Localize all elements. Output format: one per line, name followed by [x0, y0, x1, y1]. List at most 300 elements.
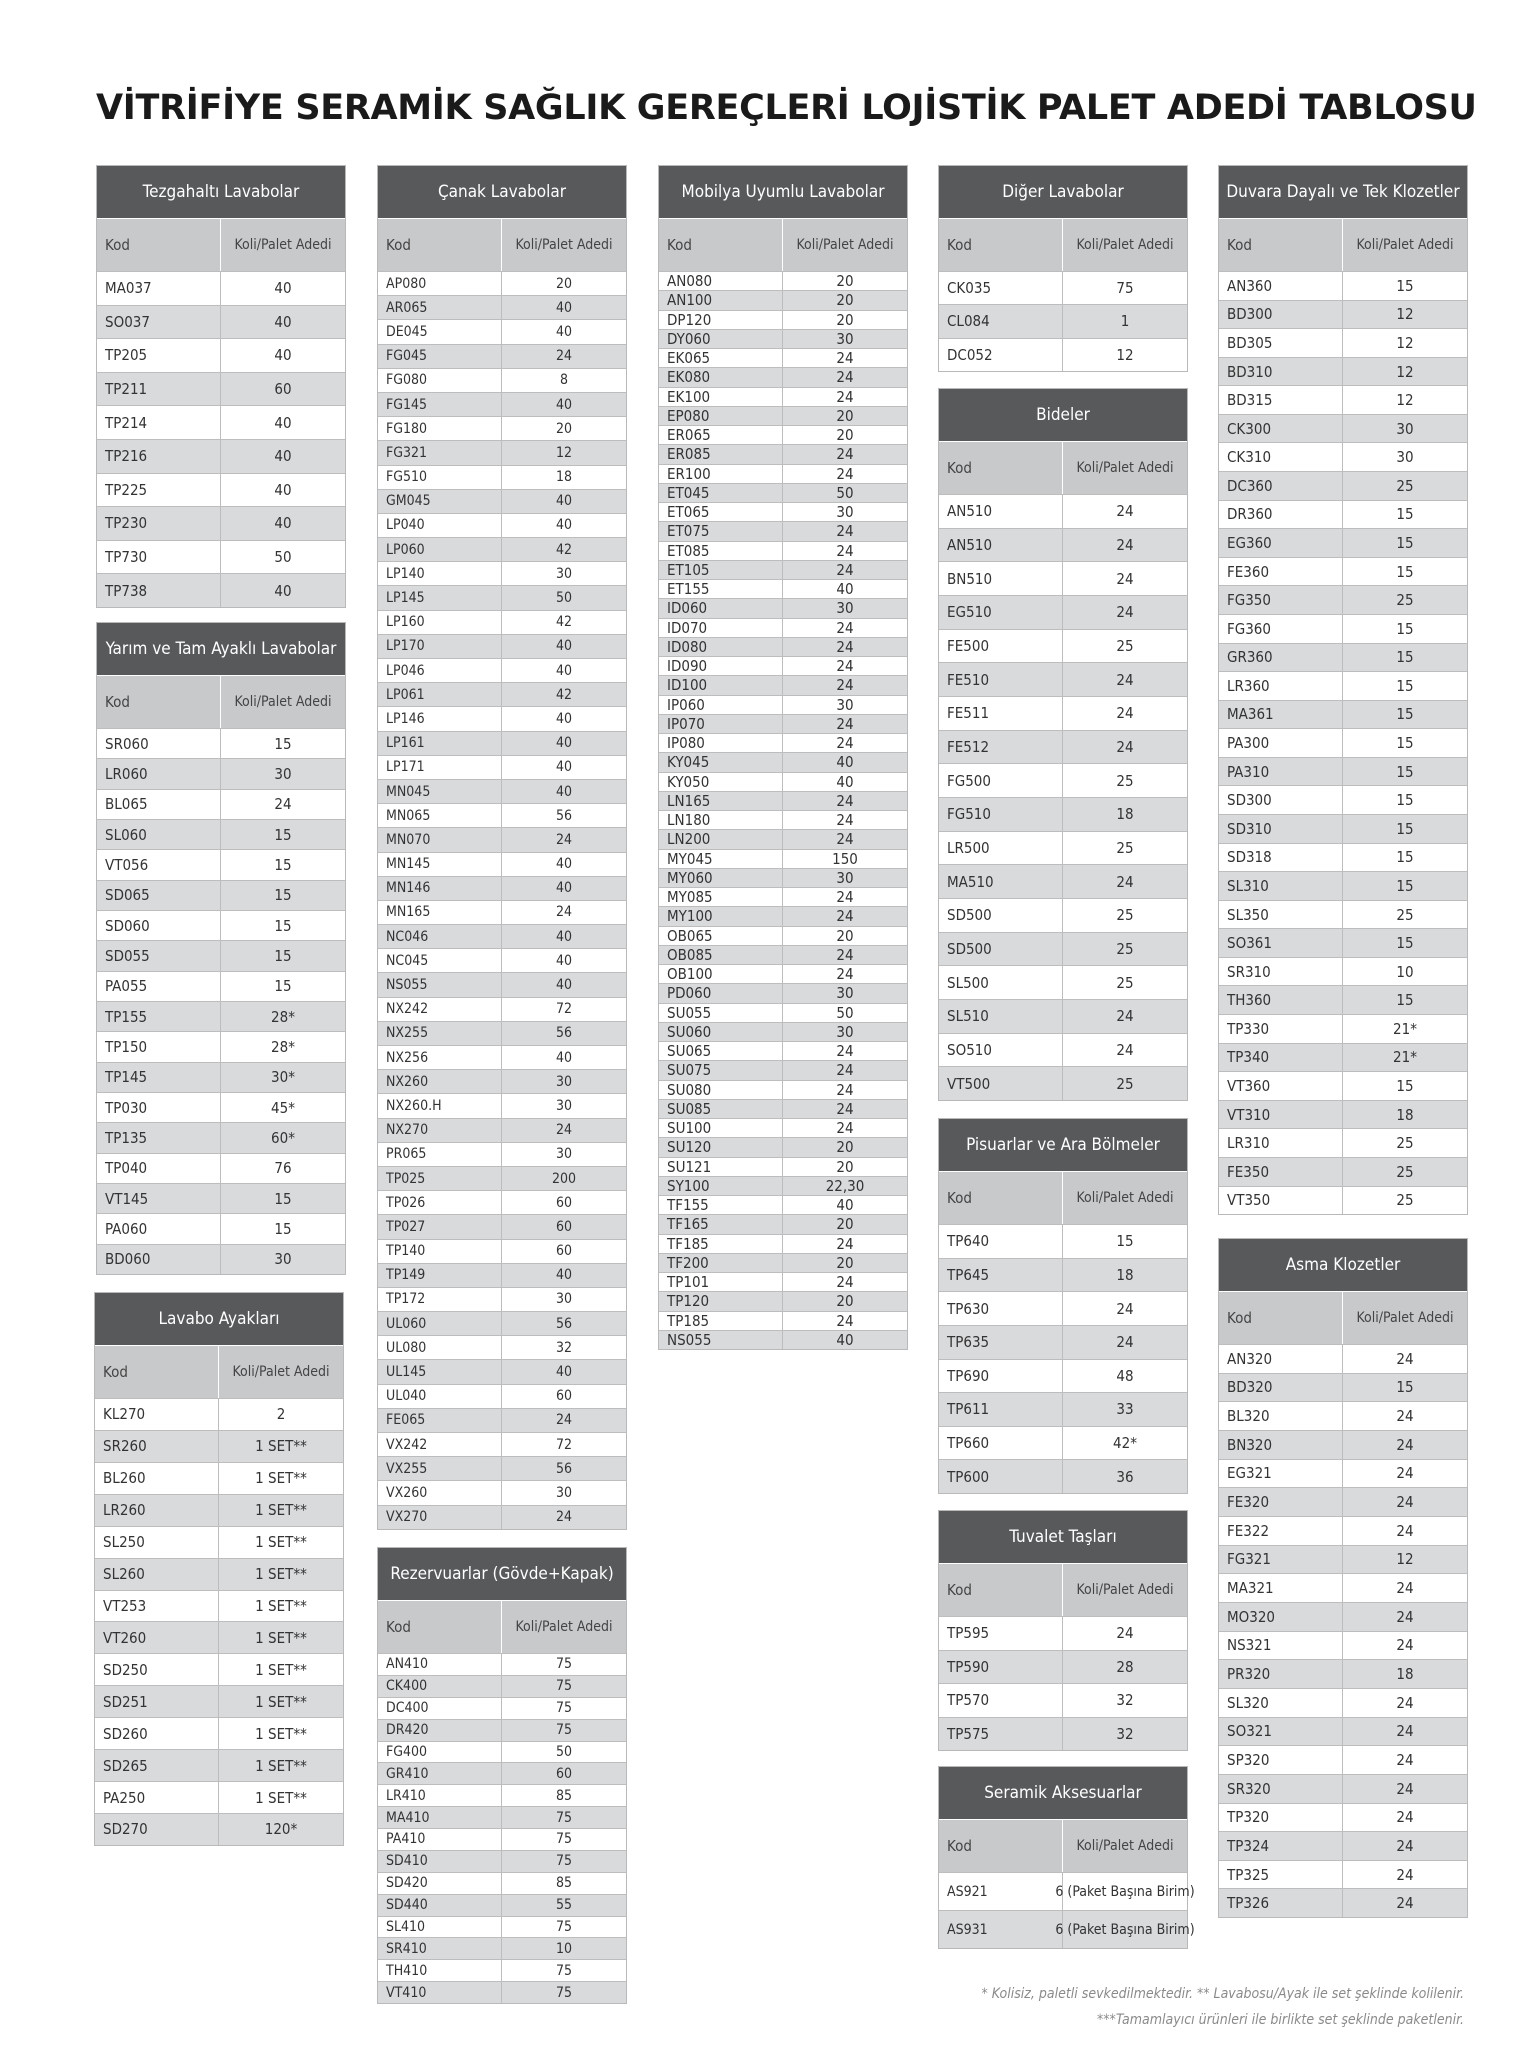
table-row — [378, 1093, 626, 1117]
pallet-quantity: 24 — [1396, 1579, 1414, 1598]
pallet-quantity: 24 — [1396, 1894, 1414, 1913]
pallet-quantity: 21* — [1393, 1019, 1417, 1038]
table-row — [97, 789, 345, 819]
table-row — [659, 1099, 907, 1118]
pallet-quantity: 60 — [555, 1218, 573, 1235]
product-code: FE360 — [1219, 558, 1343, 586]
pallet-quantity: 24 — [1116, 704, 1134, 723]
pallet-quantity: 18 — [1396, 1105, 1414, 1124]
table-row — [1219, 442, 1467, 471]
table-title: Diğer Lavabolar — [939, 166, 1187, 218]
product-code: MN145 — [378, 853, 502, 876]
product-code: LP046 — [378, 659, 502, 682]
table-body — [97, 728, 345, 1274]
product-code: TP340 — [1219, 1044, 1343, 1072]
product-code: TP590 — [939, 1651, 1063, 1684]
product-code: LN180 — [659, 811, 783, 829]
table-row — [378, 271, 626, 295]
product-code: SD440 — [378, 1895, 502, 1916]
pallet-quantity: 20 — [836, 1215, 854, 1234]
product-code: UL060 — [378, 1312, 502, 1335]
table-row — [659, 271, 907, 290]
pallet-quantity: 25 — [1116, 1074, 1134, 1093]
pallet-quantity: 56 — [555, 1460, 573, 1477]
pallet-quantity: 25 — [1396, 1191, 1414, 1210]
pallet-quantity: 30 — [836, 695, 854, 714]
column-header-kod: Kod — [95, 1346, 219, 1398]
product-code: VX260 — [378, 1481, 502, 1504]
pallet-quantity: 21* — [1393, 1048, 1417, 1067]
table-row — [939, 696, 1187, 730]
pallet-quantity: 24 — [1396, 1521, 1414, 1540]
pallet-quantity: 40 — [274, 413, 292, 432]
table-row — [378, 1505, 626, 1529]
product-code: SO037 — [97, 306, 221, 339]
table-row — [1219, 1659, 1467, 1688]
table-row — [659, 656, 907, 675]
table-row — [659, 387, 907, 406]
product-code: NX255 — [378, 1022, 502, 1045]
table-row — [97, 1183, 345, 1213]
product-code: FG510 — [939, 798, 1063, 831]
product-code: SU100 — [659, 1119, 783, 1137]
product-code: LP061 — [378, 683, 502, 706]
product-code: DE045 — [378, 320, 502, 343]
product-code: LP170 — [378, 635, 502, 658]
pallet-quantity: 60 — [555, 1388, 573, 1405]
table-row — [378, 1697, 626, 1719]
pallet-quantity: 15 — [1396, 1076, 1414, 1095]
table-title: Bideler — [939, 389, 1187, 441]
pallet-quantity: 40 — [274, 581, 292, 600]
table-row — [95, 1558, 343, 1590]
table-row — [378, 1850, 626, 1872]
product-code: FE510 — [939, 663, 1063, 696]
product-code: CK310 — [1219, 443, 1343, 471]
pallet-quantity: 75 — [1116, 279, 1134, 298]
product-code: NS055 — [659, 1331, 783, 1349]
product-code: LP146 — [378, 707, 502, 730]
table-row — [378, 489, 626, 513]
pallet-quantity: 24 — [836, 907, 854, 926]
table-row — [97, 1122, 345, 1152]
product-code: TH410 — [378, 1960, 502, 1981]
pallet-quantity: 30 — [1396, 448, 1414, 467]
product-code: SD265 — [95, 1750, 219, 1781]
pallet-quantity: 72 — [555, 1001, 573, 1018]
table-row — [659, 772, 907, 791]
pallet-quantity: 15 — [274, 916, 292, 935]
product-code: SD270 — [95, 1814, 219, 1845]
pallet-quantity: 20 — [836, 1292, 854, 1311]
product-code: ER085 — [659, 445, 783, 463]
table-row — [939, 1426, 1187, 1460]
product-code: OB065 — [659, 927, 783, 945]
table-row — [1219, 985, 1467, 1014]
pallet-quantity: 15 — [1396, 819, 1414, 838]
product-code: VT056 — [97, 850, 221, 879]
pallet-quantity: 40 — [555, 928, 573, 945]
table-row — [378, 368, 626, 392]
product-code: FE512 — [939, 731, 1063, 764]
pallet-quantity: 24 — [836, 1061, 854, 1080]
product-code: BL320 — [1219, 1402, 1343, 1430]
product-code: EP080 — [659, 407, 783, 425]
product-code: BN510 — [939, 562, 1063, 595]
table-row — [939, 304, 1187, 337]
pallet-quantity: 15 — [1396, 762, 1414, 781]
table-row — [378, 1675, 626, 1697]
pallet-quantity: 18 — [1396, 1665, 1414, 1684]
product-code: TP595 — [939, 1617, 1063, 1650]
pallet-quantity: 15 — [274, 1219, 292, 1238]
table-row — [378, 876, 626, 900]
product-code: MA510 — [939, 865, 1063, 898]
pallet-quantity: 24 — [1396, 1435, 1414, 1454]
table-row — [1219, 1459, 1467, 1488]
table-row — [659, 887, 907, 906]
table-row — [939, 494, 1187, 528]
pallet-quantity: 75 — [555, 1678, 573, 1695]
product-code: SO321 — [1219, 1718, 1343, 1746]
column-header-kod: Kod — [97, 219, 221, 271]
table-row — [939, 864, 1187, 898]
pallet-quantity: 15 — [1396, 562, 1414, 581]
pallet-quantity: 32 — [555, 1339, 573, 1356]
pallet-quantity: 30 — [836, 868, 854, 887]
table-row — [1219, 700, 1467, 729]
pallet-quantity: 40 — [555, 396, 573, 413]
pallet-quantity: 15 — [274, 1189, 292, 1208]
product-code: TP230 — [97, 507, 221, 540]
pallet-quantity: 45* — [271, 1098, 295, 1117]
product-code: SL060 — [97, 820, 221, 849]
pallet-quantity: 24 — [836, 1119, 854, 1138]
pallet-quantity: 15 — [1396, 619, 1414, 638]
product-code: DR360 — [1219, 501, 1343, 529]
product-code: SY100 — [659, 1177, 783, 1195]
table-row — [939, 1224, 1187, 1258]
table-row — [378, 1916, 626, 1938]
table-diger — [938, 165, 1188, 372]
product-code: FE322 — [1219, 1517, 1343, 1545]
product-code: SL250 — [95, 1527, 219, 1558]
pallet-quantity: 24 — [836, 541, 854, 560]
pallet-quantity: 50 — [836, 483, 854, 502]
table-duvara-dayali — [1218, 165, 1468, 1215]
table-row — [659, 733, 907, 752]
pallet-quantity: 24 — [1116, 738, 1134, 757]
pallet-quantity: 28* — [271, 1007, 295, 1026]
table-row — [939, 629, 1187, 663]
product-code: AN410 — [378, 1654, 502, 1675]
table-row — [939, 831, 1187, 865]
pallet-quantity: 24 — [1396, 1808, 1414, 1827]
footnote-2: ***Tamamlayıcı ürünleri ile birlikte set şeklinde paketlenir. — [1096, 2012, 1464, 2028]
table-row — [939, 932, 1187, 966]
pallet-quantity: 30 — [1396, 419, 1414, 438]
product-code: KL270 — [95, 1399, 219, 1430]
column-header-adet: Koli/Palet Adedi — [796, 236, 894, 253]
pallet-quantity: 18 — [555, 469, 573, 486]
table-row — [97, 338, 345, 372]
product-code: NS055 — [378, 973, 502, 996]
product-code: SD065 — [97, 881, 221, 910]
pallet-quantity: 56 — [555, 1315, 573, 1332]
table-row — [659, 444, 907, 463]
pallet-quantity: 24 — [1396, 1751, 1414, 1770]
column-header-kod: Kod — [939, 1564, 1063, 1616]
product-code: TP214 — [97, 406, 221, 439]
product-code: ID060 — [659, 599, 783, 617]
product-code: EK100 — [659, 388, 783, 406]
table-row — [659, 906, 907, 925]
table-row — [1219, 1573, 1467, 1602]
table-row — [378, 1762, 626, 1784]
pallet-quantity: 40 — [836, 1330, 854, 1349]
table-row — [1219, 1401, 1467, 1430]
table-row — [378, 1021, 626, 1045]
table-row — [378, 1806, 626, 1828]
table-row — [97, 1001, 345, 1031]
column-header-adet: Koli/Palet Adedi — [232, 1363, 330, 1380]
table-row — [97, 473, 345, 507]
table-row — [659, 791, 907, 810]
table-row — [659, 483, 907, 502]
pallet-quantity: 24 — [1116, 1624, 1134, 1643]
product-code: TF185 — [659, 1235, 783, 1253]
pallet-quantity: 15 — [1396, 791, 1414, 810]
pallet-quantity: 24 — [1116, 1299, 1134, 1318]
table-row — [659, 618, 907, 637]
pallet-quantity: 24 — [274, 795, 292, 814]
table-row — [939, 1650, 1187, 1684]
table-row — [378, 1384, 626, 1408]
product-code: IP060 — [659, 696, 783, 714]
table-row — [95, 1494, 343, 1526]
pallet-quantity: 24 — [836, 522, 854, 541]
product-code: FE511 — [939, 697, 1063, 730]
table-row — [659, 1157, 907, 1176]
product-code: CK400 — [378, 1676, 502, 1697]
table-row — [378, 537, 626, 561]
product-code: TP185 — [659, 1312, 783, 1330]
pallet-quantity: 24 — [836, 368, 854, 387]
product-code: TP027 — [378, 1215, 502, 1238]
table-row — [939, 1033, 1187, 1067]
table-row — [378, 392, 626, 416]
product-code: LP161 — [378, 732, 502, 755]
product-code: MN165 — [378, 901, 502, 924]
product-code: BL260 — [95, 1463, 219, 1494]
product-code: AS921 — [939, 1873, 1063, 1910]
product-code: SL510 — [939, 1000, 1063, 1033]
product-code: TP645 — [939, 1259, 1063, 1292]
table-row — [95, 1590, 343, 1622]
product-code: PD060 — [659, 984, 783, 1002]
pallet-quantity: 40 — [274, 346, 292, 365]
pallet-quantity: 15 — [274, 734, 292, 753]
table-row — [378, 1784, 626, 1806]
product-code: TP205 — [97, 339, 221, 372]
product-code: SR310 — [1219, 958, 1343, 986]
pallet-quantity: 85 — [555, 1875, 573, 1892]
table-header — [939, 218, 1187, 271]
table-aksesuarlar — [938, 1766, 1195, 1949]
product-code: UL040 — [378, 1385, 502, 1408]
table-row — [1219, 557, 1467, 586]
product-code: AP080 — [378, 272, 502, 295]
pallet-quantity: 30 — [836, 329, 854, 348]
pallet-quantity: 24 — [836, 676, 854, 695]
column-header-kod: Kod — [1219, 219, 1343, 271]
pallet-quantity: 40 — [836, 1196, 854, 1215]
pallet-quantity: 25 — [1116, 940, 1134, 959]
table-header — [378, 1600, 626, 1653]
pallet-quantity: 50 — [555, 590, 573, 607]
table-rezervuarlar — [377, 1547, 627, 2004]
pallet-quantity: 20 — [836, 426, 854, 445]
table-title: Asma Klozetler — [1219, 1239, 1467, 1291]
pallet-quantity: 20 — [555, 420, 573, 437]
pallet-quantity: 40 — [836, 753, 854, 772]
product-code: ID070 — [659, 619, 783, 637]
product-code: LR260 — [95, 1495, 219, 1526]
table-row — [659, 1253, 907, 1272]
column-header-adet: Koli/Palet Adedi — [1076, 1837, 1174, 1854]
column-header-kod: Kod — [939, 442, 1063, 494]
product-code: ET105 — [659, 561, 783, 579]
table-row — [97, 506, 345, 540]
table-row — [1219, 1043, 1467, 1072]
pallet-quantity: 1 — [1120, 312, 1130, 331]
pallet-quantity: 56 — [555, 1025, 573, 1042]
table-row — [97, 372, 345, 406]
table-row — [1219, 1860, 1467, 1889]
column-header-kod: Kod — [97, 676, 221, 728]
product-code: MA037 — [97, 272, 221, 305]
product-code: TP140 — [378, 1240, 502, 1263]
table-title: Tezgahaltı Lavabolar — [97, 166, 345, 218]
product-code: FE500 — [939, 630, 1063, 663]
table-row — [378, 1872, 626, 1894]
product-code: NX242 — [378, 998, 502, 1021]
pallet-quantity: 42 — [555, 541, 573, 558]
pallet-quantity: 40 — [555, 856, 573, 873]
pallet-quantity: 24 — [1116, 603, 1134, 622]
pallet-quantity: 24 — [1396, 1407, 1414, 1426]
table-row — [1219, 728, 1467, 757]
product-code: MN070 — [378, 828, 502, 851]
pallet-quantity: 15 — [1396, 676, 1414, 695]
table-row — [659, 675, 907, 694]
table-row — [659, 1234, 907, 1253]
table-row — [939, 730, 1187, 764]
product-code: VX255 — [378, 1457, 502, 1480]
table-row — [659, 579, 907, 598]
table-row — [378, 1335, 626, 1359]
product-code: LR360 — [1219, 672, 1343, 700]
table-row — [95, 1430, 343, 1462]
table-row — [378, 658, 626, 682]
product-code: TP326 — [1219, 1889, 1343, 1917]
table-row — [939, 797, 1187, 831]
product-code: TP330 — [1219, 1015, 1343, 1043]
product-code: SL410 — [378, 1917, 502, 1938]
table-row — [1219, 1688, 1467, 1717]
pallet-quantity: 60 — [555, 1194, 573, 1211]
pallet-quantity: 40 — [555, 1267, 573, 1284]
product-code: VX242 — [378, 1433, 502, 1456]
product-code: AN360 — [1219, 272, 1343, 300]
pallet-quantity: 24 — [836, 657, 854, 676]
table-row — [378, 1287, 626, 1311]
pallet-quantity: 30 — [836, 1022, 854, 1041]
table-row — [1219, 785, 1467, 814]
table-row — [97, 880, 345, 910]
pallet-quantity: 30 — [274, 1250, 292, 1269]
pallet-quantity: 20 — [836, 926, 854, 945]
table-row — [659, 367, 907, 386]
table-row — [97, 1153, 345, 1183]
pallet-quantity: 24 — [836, 1234, 854, 1253]
product-code: ET155 — [659, 580, 783, 598]
table-row — [939, 595, 1187, 629]
table-row — [1219, 1071, 1467, 1100]
table-title: Lavabo Ayakları — [95, 1293, 343, 1345]
table-row — [378, 513, 626, 537]
product-code: MY100 — [659, 907, 783, 925]
table-row — [1219, 300, 1467, 329]
pallet-quantity: 32 — [1116, 1691, 1134, 1710]
table-row — [659, 964, 907, 983]
column-header-kod: Kod — [1219, 1292, 1343, 1344]
table-row — [378, 1432, 626, 1456]
pallet-quantity: 15 — [1396, 533, 1414, 552]
product-code: EG321 — [1219, 1460, 1343, 1488]
table-yarim-tam-ayakli — [96, 622, 346, 1275]
product-code: PA410 — [378, 1829, 502, 1850]
pallet-quantity: 40 — [555, 662, 573, 679]
product-code: FG321 — [1219, 1546, 1343, 1574]
pallet-quantity: 25 — [1116, 771, 1134, 790]
product-code: OB100 — [659, 965, 783, 983]
column-header-adet: Koli/Palet Adedi — [1076, 1581, 1174, 1598]
table-row — [939, 965, 1187, 999]
pallet-quantity: 42* — [1113, 1434, 1137, 1453]
table-row — [939, 338, 1187, 371]
pallet-quantity: 40 — [555, 493, 573, 510]
table-row — [659, 502, 907, 521]
table-row — [378, 1894, 626, 1916]
pallet-quantity: 28 — [1116, 1657, 1134, 1676]
pallet-quantity: 40 — [555, 299, 573, 316]
table-row — [939, 1717, 1187, 1751]
product-code: SL500 — [939, 966, 1063, 999]
table-row — [378, 1937, 626, 1959]
table-row — [939, 1291, 1187, 1325]
table-row — [939, 1392, 1187, 1426]
column-header-adet: Koli/Palet Adedi — [1356, 1309, 1454, 1326]
product-code: FG080 — [378, 369, 502, 392]
pallet-quantity: 12 — [1396, 1550, 1414, 1569]
product-code: TP320 — [1219, 1804, 1343, 1832]
table-row — [1219, 414, 1467, 443]
pallet-quantity: 24 — [836, 1080, 854, 1099]
table-asma — [1218, 1238, 1468, 1918]
table-row — [659, 926, 907, 945]
product-code: AR065 — [378, 296, 502, 319]
